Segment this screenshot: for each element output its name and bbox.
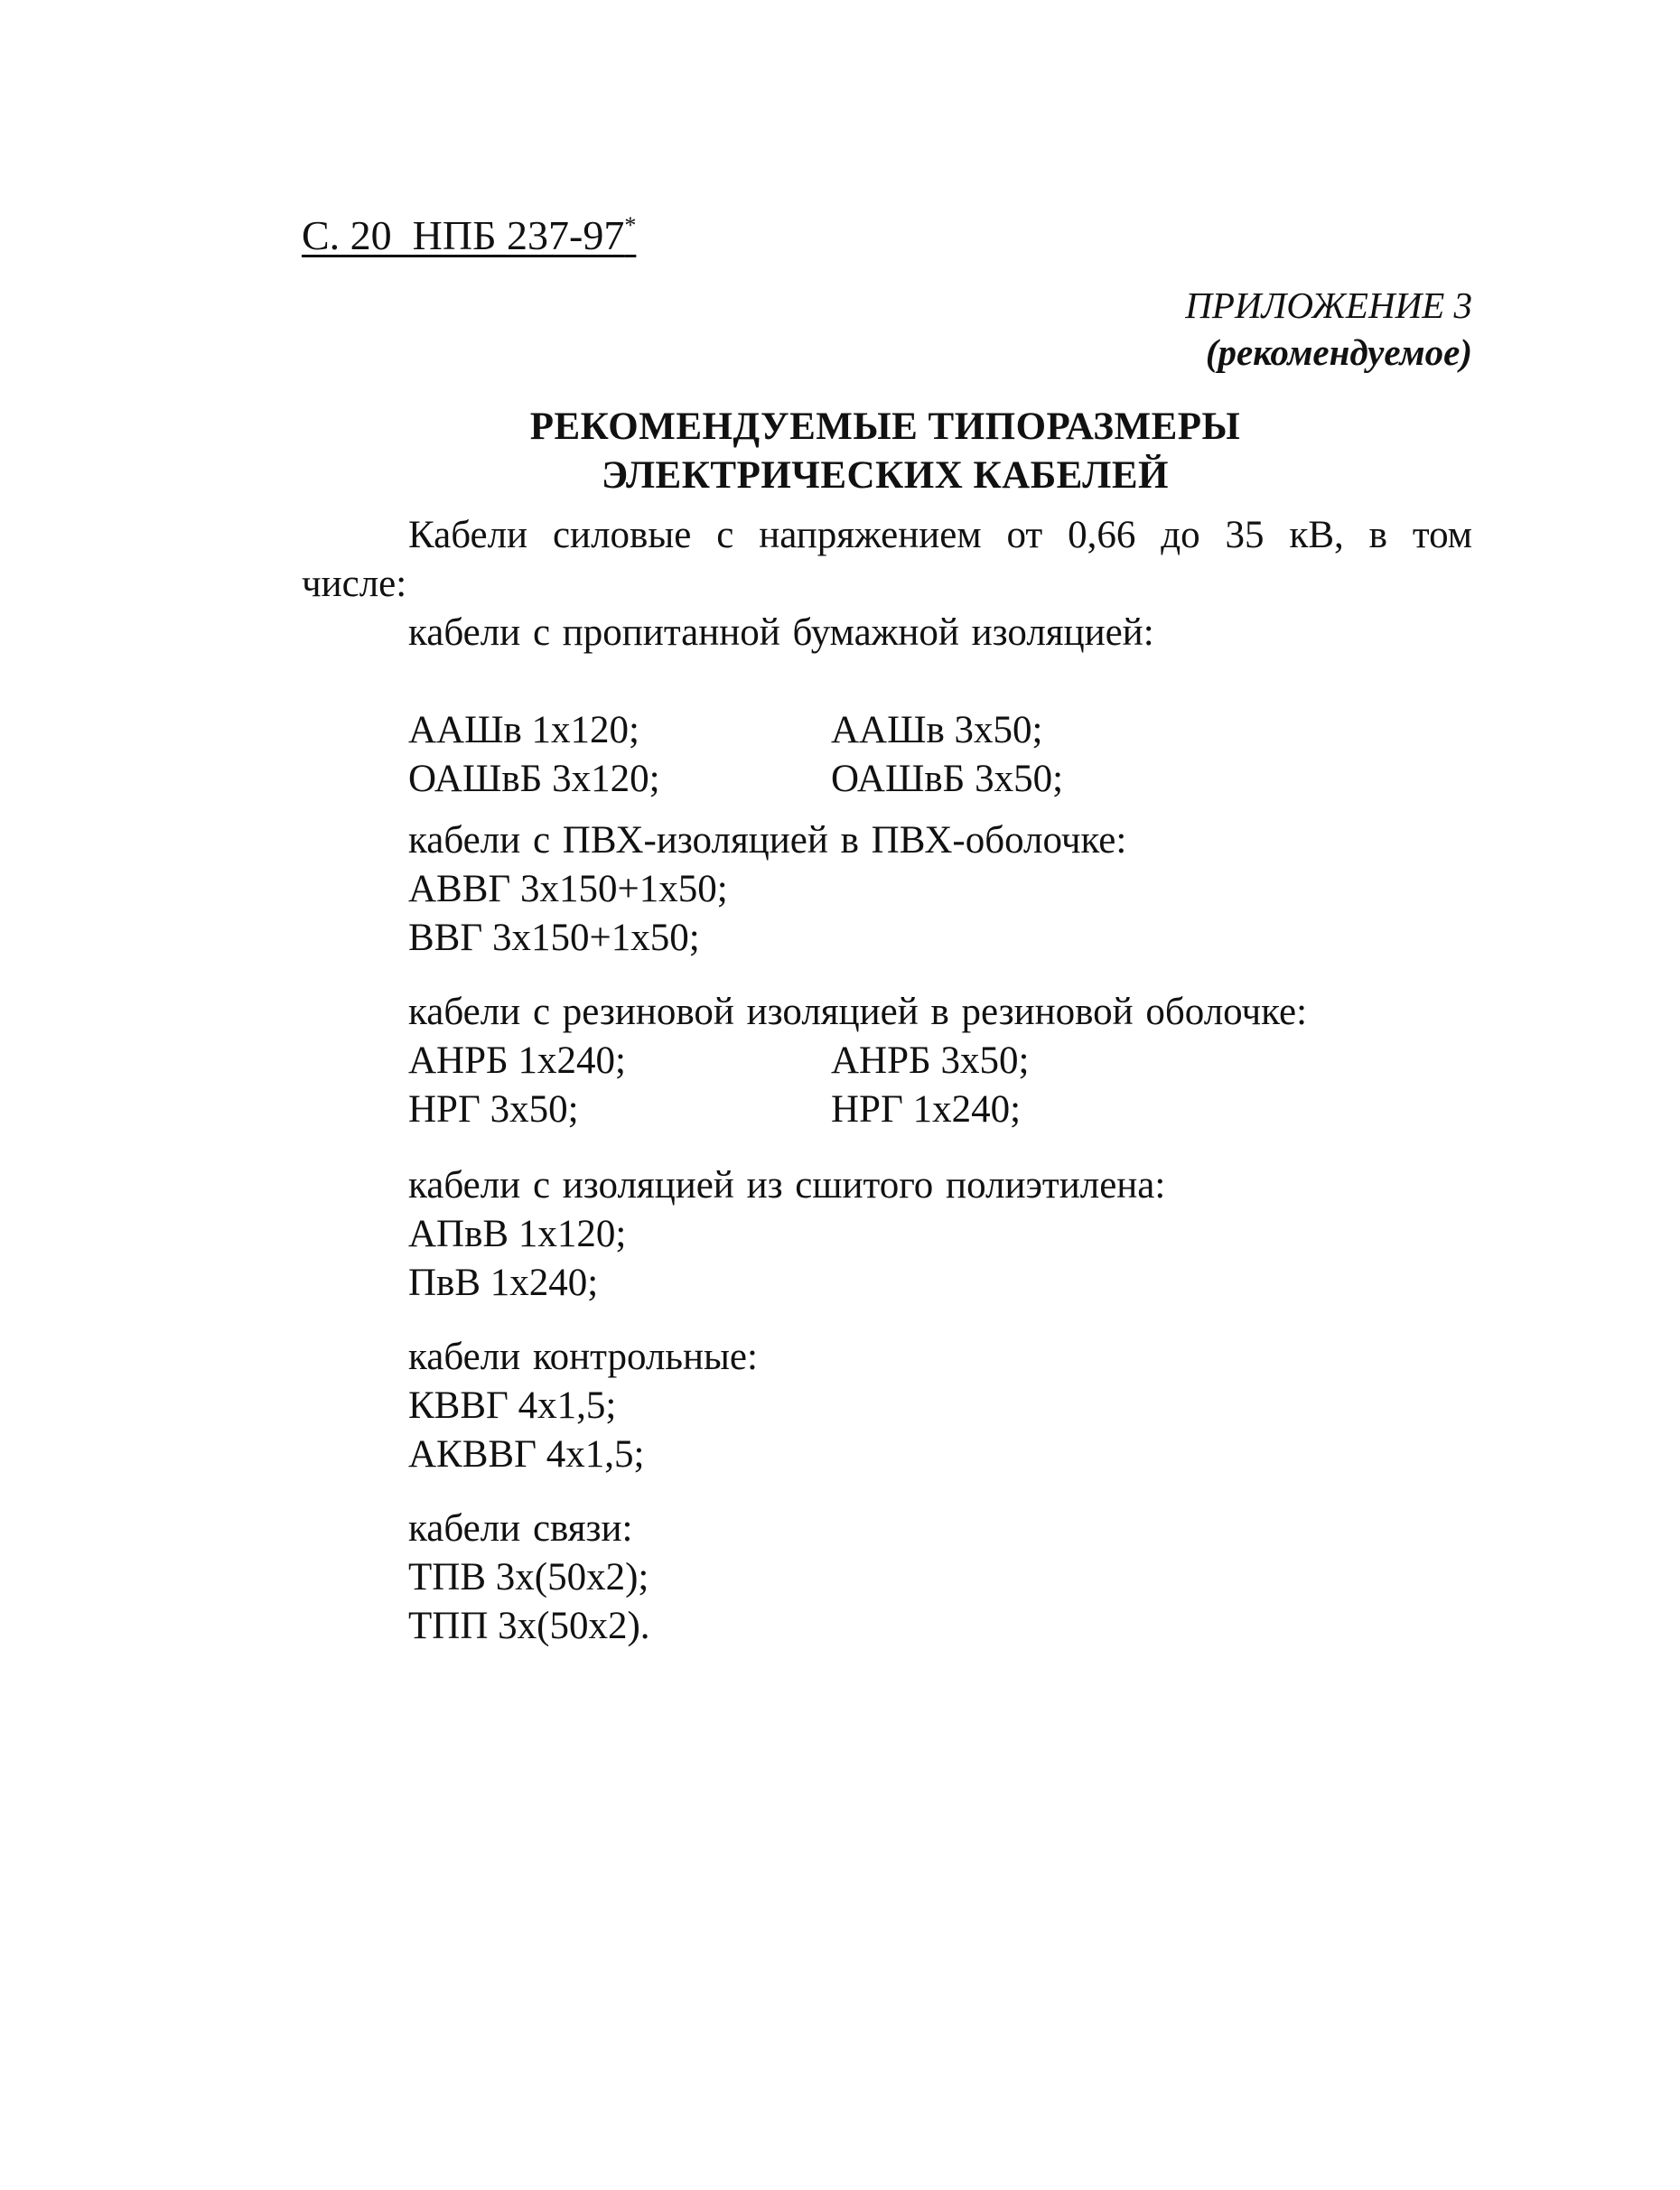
section-heading: кабели с ПВХ-изоляцией в ПВХ-оболочке: bbox=[408, 819, 1127, 862]
section-heading: кабели с пропитанной бумажной изоляцией: bbox=[408, 611, 1154, 654]
page-header bbox=[302, 200, 636, 261]
appendix-kind: (рекомендуемое) bbox=[1205, 331, 1472, 373]
section-control-cables bbox=[408, 1333, 1492, 1479]
cable-item: ААШв 1х120; bbox=[408, 709, 639, 751]
section-paper-insulated bbox=[408, 609, 1492, 804]
cable-row bbox=[408, 1037, 1492, 1086]
intro-paragraph: Кабели силовые с напряжением от 0,66 до 35 кВ, в том числе: bbox=[302, 514, 1472, 605]
cable-item: ТПП 3х(50х2). bbox=[408, 1605, 650, 1647]
appendix-label: ПРИЛОЖЕНИЕ 3 bbox=[1185, 284, 1472, 326]
section-heading: кабели связи: bbox=[408, 1507, 633, 1550]
cable-item: ОАШвБ 3х50; bbox=[831, 758, 1064, 800]
page-ref: С. 20 НПБ 237-97 bbox=[302, 212, 625, 258]
cable-item: АКВВГ 4х1,5; bbox=[408, 1433, 645, 1476]
cable-row bbox=[408, 755, 1492, 804]
section-heading: кабели с резиновой изоляцией в резиновой оболочке: bbox=[408, 991, 1308, 1033]
cable-item: ААШв 3х50; bbox=[831, 709, 1043, 751]
amendment-mark: * bbox=[624, 212, 637, 238]
cable-item: АВВГ 3х150+1х50; bbox=[408, 868, 728, 910]
cable-item: НРГ 1х240; bbox=[831, 1088, 1022, 1131]
section-heading: кабели контрольные: bbox=[408, 1336, 758, 1378]
section-rubber-insulated bbox=[408, 988, 1492, 1134]
section-communication-cables bbox=[408, 1505, 1492, 1651]
cable-item: ТПВ 3х(50х2); bbox=[408, 1556, 649, 1598]
cable-item: АНРБ 1х240; bbox=[408, 1039, 626, 1082]
cable-item: НРГ 3х50; bbox=[408, 1088, 579, 1131]
cable-item: ОАШвБ 3х120; bbox=[408, 758, 660, 800]
cable-item: КВВГ 4х1,5; bbox=[408, 1384, 617, 1427]
section-pvc-insulated bbox=[408, 816, 1492, 963]
section-heading: кабели с изоляцией из сшитого полиэтилена: bbox=[408, 1164, 1166, 1207]
cable-row bbox=[408, 1086, 1492, 1134]
cable-item: ПвВ 1х240; bbox=[408, 1262, 599, 1304]
title-line-2: ЭЛЕКТРИЧЕСКИХ КАБЕЛЕЙ bbox=[602, 454, 1169, 497]
cable-item: АПвВ 1х120; bbox=[408, 1213, 627, 1255]
title-line-1: РЕКОМЕНДУЕМЫЕ ТИПОРАЗМЕРЫ bbox=[529, 405, 1241, 448]
section-xlpe-insulated bbox=[408, 1161, 1492, 1308]
cable-item: ВВГ 3х150+1х50; bbox=[408, 917, 700, 959]
appendix-label-block bbox=[1185, 282, 1472, 376]
cable-row bbox=[408, 706, 1492, 755]
cable-item: АНРБ 3х50; bbox=[831, 1039, 1030, 1082]
document-title bbox=[298, 403, 1472, 500]
